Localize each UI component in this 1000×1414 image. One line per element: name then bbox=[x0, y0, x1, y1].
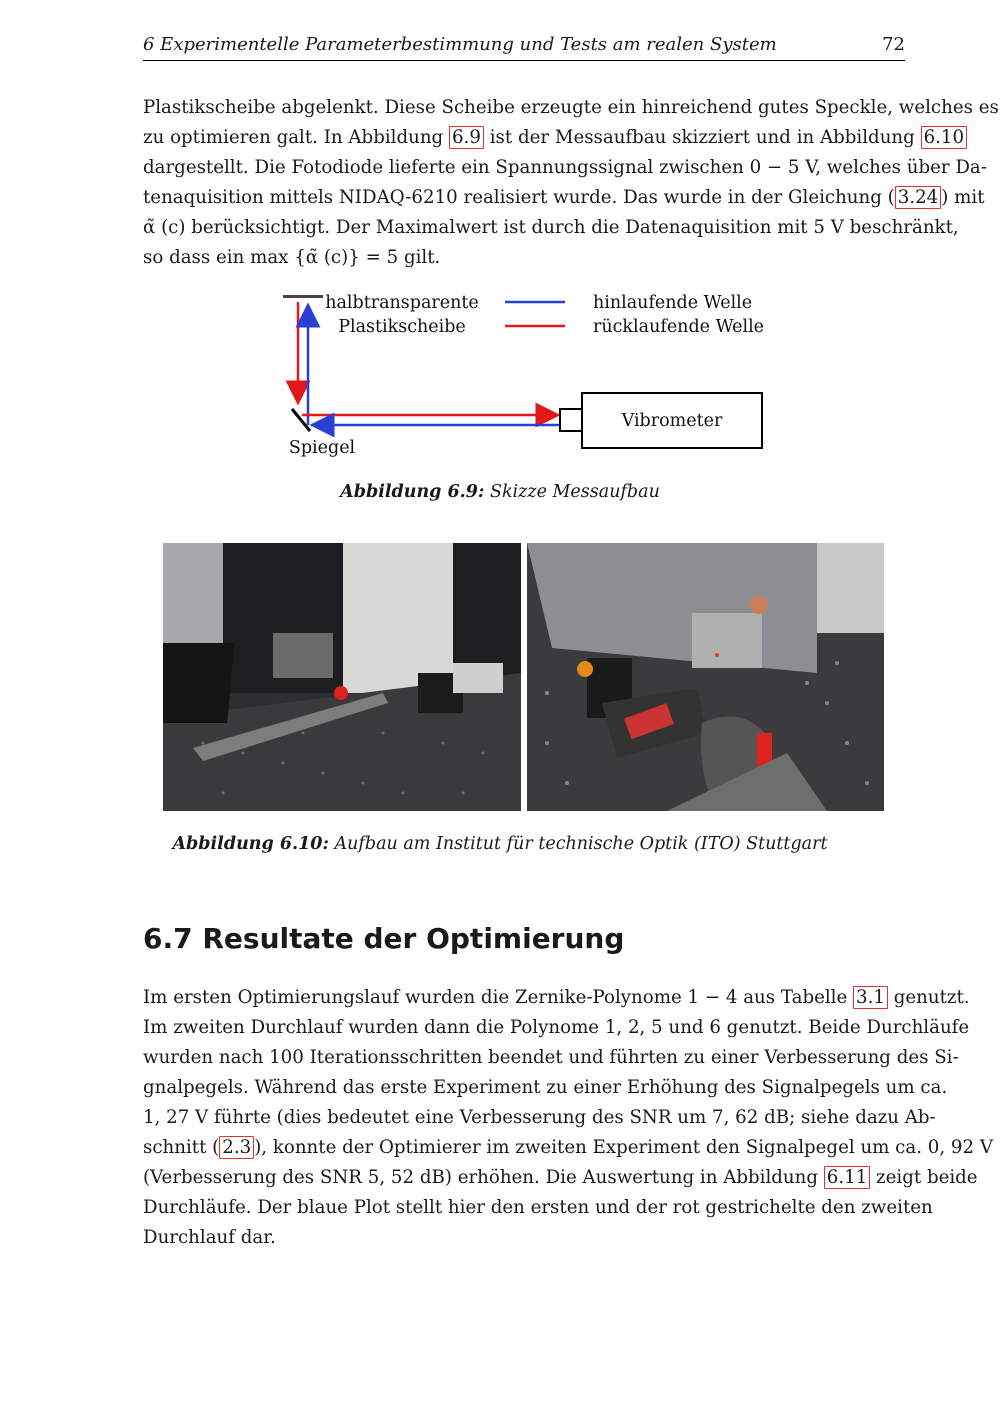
plate-label-line1: halbtransparente bbox=[325, 293, 479, 313]
caption-label: Abbildung 6.9: bbox=[340, 482, 485, 502]
legend-label-return: rücklaufende Welle bbox=[593, 317, 765, 337]
figure-ref-link[interactable]: 6.9 bbox=[449, 126, 484, 149]
section-heading: 6.7 Resultate der Optimierung bbox=[143, 922, 625, 955]
caption-label: Abbildung 6.10: bbox=[172, 834, 329, 854]
text-line: α̃ (c) berücksichtigt. Der Maximalwert ist durch die Datenaquisition mit 5 V beschränkt, bbox=[143, 217, 959, 238]
text-line: so dass ein max {α̃ (c)} = 5 gilt. bbox=[143, 247, 441, 268]
equation-ref-link[interactable]: 3.24 bbox=[895, 186, 942, 209]
legend-label-forward: hinlaufende Welle bbox=[593, 293, 753, 313]
figure-caption-6-10 bbox=[0, 834, 1000, 854]
running-header bbox=[143, 32, 905, 61]
figure-ref-link[interactable]: 6.10 bbox=[921, 126, 968, 149]
paragraph-intro bbox=[143, 93, 999, 273]
vibrometer-lens bbox=[560, 409, 582, 431]
text-line: (Verbesserung des SNR 5, 52 dB) erhöhen. Die Auswertung in Abbildung 6.11 zeigt beide bbox=[143, 1167, 978, 1188]
page-number: 72 bbox=[882, 34, 905, 55]
plastic-plate-shape bbox=[283, 295, 323, 298]
text-line: dargestellt. Die Fotodiode lieferte ein Spannungssignal zwischen 0 − 5 V, welches über Da- bbox=[143, 157, 987, 178]
measurement-setup-diagram bbox=[270, 285, 770, 465]
lab-setup-photo-right bbox=[527, 543, 884, 811]
text-line: gnalpegels. Während das erste Experiment zu einer Erhöhung des Signalpegels um ca. bbox=[143, 1077, 948, 1098]
text-line: zu optimieren galt. In Abbildung 6.9 ist der Messaufbau skizziert und in Abbildung 6.10 bbox=[143, 123, 905, 153]
text-line: Plastikscheibe abgelenkt. Diese Scheibe erzeugte ein hinreichend gutes Speckle, welches es bbox=[143, 97, 999, 118]
paragraph-results bbox=[143, 983, 993, 1253]
table-ref-link[interactable]: 3.1 bbox=[853, 986, 888, 1009]
section-ref-link[interactable]: 2.3 bbox=[219, 1136, 254, 1159]
plate-label-line2: Plastikscheibe bbox=[338, 317, 466, 337]
text-line: Durchläufe. Der blaue Plot stellt hier den ersten und der rot gestrichelte den zweiten bbox=[143, 1197, 933, 1218]
text-line: tenaquisition mittels NIDAQ-6210 realisiert wurde. Das wurde in der Gleichung ( 3.24 ) mit bbox=[143, 187, 985, 208]
chapter-title: 6 Experimentelle Parameterbestimmung und Tests am realen System bbox=[143, 34, 777, 55]
text-line: schnitt ( 2.3 ), konnte der Optimierer im zweiten Experiment den Signalpegel um ca. 0, 92 V bbox=[143, 1137, 993, 1158]
caption-text: Skizze Messaufbau bbox=[484, 482, 660, 502]
figure-ref-link[interactable]: 6.11 bbox=[824, 1166, 871, 1189]
text-line: Durchlauf dar. bbox=[143, 1227, 276, 1248]
text-line: Im ersten Optimierungslauf wurden die Zernike-Polynome 1 − 4 aus Tabelle 3.1 genutzt. bbox=[143, 987, 970, 1008]
caption-text: Aufbau am Institut für technische Optik (ITO) Stuttgart bbox=[328, 834, 828, 854]
mirror-label: Spiegel bbox=[288, 438, 356, 458]
figure-caption-6-9 bbox=[0, 482, 1000, 502]
lab-setup-photo-left bbox=[163, 543, 521, 811]
text-line: wurden nach 100 Iterationsschritten beendet und führten zu einer Verbesserung des Si- bbox=[143, 1047, 959, 1068]
text-line: 1, 27 V führte (dies bedeutet eine Verbesserung des SNR um 7, 62 dB; siehe dazu Ab- bbox=[143, 1107, 936, 1128]
text-line: Im zweiten Durchlauf wurden dann die Polynome 1, 2, 5 und 6 genutzt. Beide Durchläufe bbox=[143, 1017, 970, 1038]
vibrometer-label: Vibrometer bbox=[621, 411, 723, 431]
